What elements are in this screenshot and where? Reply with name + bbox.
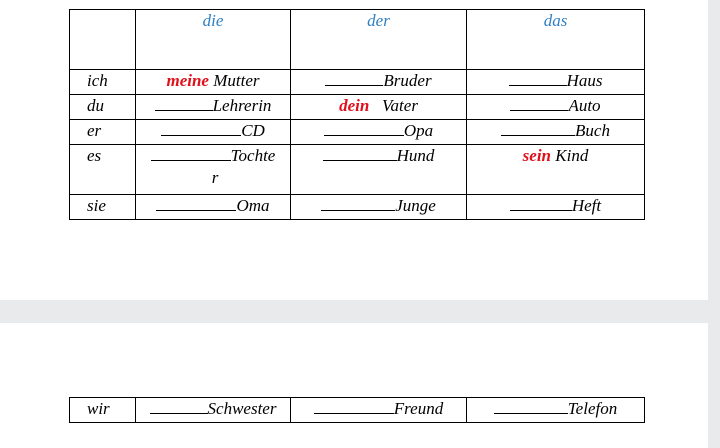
answer-cell[interactable] <box>136 145 291 195</box>
pronoun-cell: wir <box>70 398 136 423</box>
answer-cell[interactable] <box>291 195 467 220</box>
noun: Vater <box>382 96 418 115</box>
table-row <box>70 195 645 220</box>
blank-line[interactable] <box>510 95 568 111</box>
answer-cell <box>136 70 291 95</box>
table-row <box>70 398 645 423</box>
noun: Hund <box>396 146 435 165</box>
answer-cell[interactable] <box>136 95 291 120</box>
blank-line[interactable] <box>156 195 236 211</box>
answer-cell[interactable] <box>467 70 645 95</box>
noun: Buch <box>575 121 610 140</box>
blank-line[interactable] <box>321 195 395 211</box>
filled-answer: dein <box>339 96 370 115</box>
table-row <box>70 95 645 120</box>
blank-line[interactable] <box>323 145 397 161</box>
filled-answer: sein <box>522 146 552 165</box>
noun: Oma <box>236 196 270 215</box>
blank-line[interactable] <box>494 398 568 414</box>
noun: Heft <box>571 196 602 215</box>
blank-line[interactable] <box>151 145 231 161</box>
answer-cell[interactable] <box>291 145 467 195</box>
answer-cell[interactable] <box>291 120 467 145</box>
noun: Freund <box>393 399 444 418</box>
noun: Kind <box>555 146 589 165</box>
blank-line[interactable] <box>161 120 241 136</box>
noun: Junge <box>395 196 436 215</box>
pronoun-cell: sie <box>70 195 136 220</box>
answer-cell[interactable] <box>136 398 291 423</box>
noun: Telefon <box>567 399 618 418</box>
pronoun-cell: ich <box>70 70 136 95</box>
noun-wrap: r <box>211 168 219 187</box>
answer-cell[interactable] <box>467 195 645 220</box>
pronoun-cell: es <box>70 145 136 195</box>
header-der: der <box>291 10 467 70</box>
filled-answer: meine <box>166 71 209 90</box>
answer-cell[interactable] <box>136 195 291 220</box>
blank-line[interactable] <box>150 398 208 414</box>
noun: CD <box>241 121 265 140</box>
header-row <box>70 10 645 70</box>
answer-cell[interactable] <box>291 70 467 95</box>
table-row <box>70 145 645 195</box>
noun: Opa <box>403 121 434 140</box>
blank-line[interactable] <box>325 70 383 86</box>
header-empty <box>70 10 136 70</box>
noun: Tochte <box>230 146 276 165</box>
header-die: die <box>136 10 291 70</box>
answer-cell[interactable] <box>291 398 467 423</box>
header-das: das <box>467 10 645 70</box>
possessive-table <box>69 9 645 220</box>
page-2 <box>0 323 708 448</box>
blank-line[interactable] <box>324 120 404 136</box>
blank-line[interactable] <box>509 70 567 86</box>
noun: Mutter <box>213 71 260 90</box>
blank-line[interactable] <box>155 95 213 111</box>
blank-line[interactable] <box>501 120 575 136</box>
pronoun-cell: du <box>70 95 136 120</box>
answer-cell[interactable] <box>136 120 291 145</box>
noun: Auto <box>568 96 601 115</box>
possessive-table-continued <box>69 397 645 423</box>
noun: Haus <box>566 71 603 90</box>
answer-cell <box>467 145 645 195</box>
blank-line[interactable] <box>510 195 572 211</box>
answer-cell <box>291 95 467 120</box>
answer-cell[interactable] <box>467 95 645 120</box>
answer-cell[interactable] <box>467 398 645 423</box>
table-row <box>70 120 645 145</box>
noun: Bruder <box>383 71 432 90</box>
answer-cell[interactable] <box>467 120 645 145</box>
noun: Lehrerin <box>212 96 272 115</box>
table-row <box>70 70 645 95</box>
pronoun-cell: er <box>70 120 136 145</box>
noun: Schwester <box>207 399 277 418</box>
blank-line[interactable] <box>314 398 394 414</box>
